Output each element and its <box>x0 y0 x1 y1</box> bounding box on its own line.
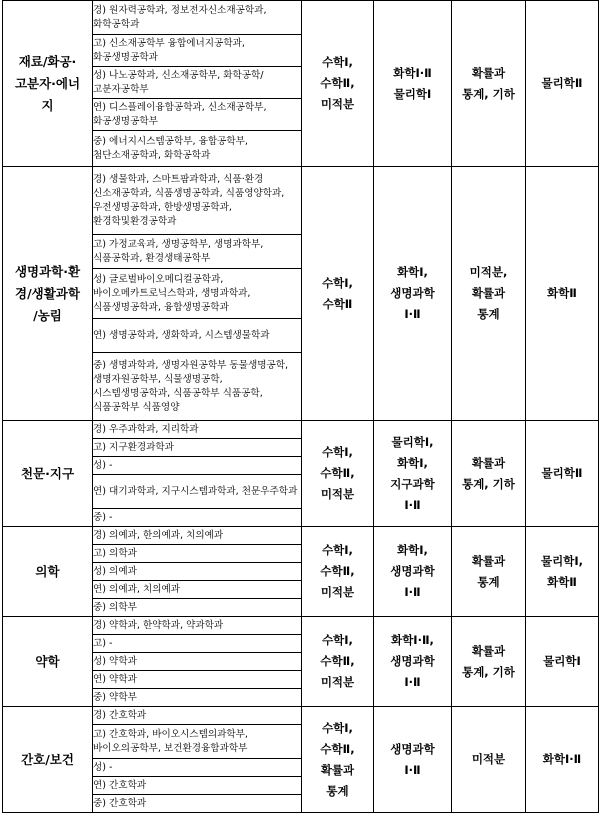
department-list-cell: 중) 에너지시스템공학부, 융합공학부, 첨단소재공학과, 화학공학과 <box>93 131 302 167</box>
department-list-cell: 고) 지구환경과학과 <box>93 439 302 457</box>
table-row <box>3 527 599 545</box>
department-list-cell: 경) 원자력공학과, 정보전자신소재공학과, 화학공학과 <box>93 1 302 35</box>
science-subjects-line: 생명과학 <box>390 286 435 300</box>
science-subjects-cell <box>374 527 452 617</box>
extra-math-subjects-cell <box>452 527 526 617</box>
extra-math-subjects-line: 통계 <box>477 574 500 589</box>
field-name-cell <box>3 617 93 707</box>
department-list-cell: 성) - <box>93 457 302 475</box>
field-name-cell <box>3 1 93 167</box>
department-list-cell: 연) 간호학과 <box>93 777 302 795</box>
department-list-cell: 경) 생물학과, 스마트팜과학과, 식품·환경 신소재공학과, 식품생명공학과, 식품영양학과, 우전생명공학과, 한방생명공학과, 환경학및환경공학과 <box>93 167 302 235</box>
math-subjects-line: 수학Ⅰ, <box>322 633 353 647</box>
extra-science-subjects-cell <box>526 1 599 167</box>
extra-science-subjects-cell <box>526 167 599 421</box>
field-name-line: 지 <box>41 97 54 113</box>
science-subjects-line: 물리학Ⅰ, <box>391 434 434 449</box>
department-list-cell: 고) 간호학과, 바이오시스템의과학부, 바이오의공학부, 보건환경융합과학부 <box>93 725 302 759</box>
extra-math-subjects-line: 통계, 기하 <box>462 476 515 491</box>
extra-math-subjects-cell <box>452 707 526 813</box>
science-subjects-cell <box>374 617 452 707</box>
field-name-line: 천문·지구 <box>20 465 75 481</box>
table-row <box>3 617 599 635</box>
math-subjects-line: 수학Ⅰ, <box>322 543 353 557</box>
science-subjects-line: 화학Ⅰ, <box>397 455 428 470</box>
extra-science-subjects-line: 물리학Ⅱ <box>541 76 583 90</box>
extra-science-subjects-line: 물리학Ⅱ <box>541 466 583 480</box>
department-list-cell: 성) 의예과 <box>93 563 302 581</box>
department-list-cell: 연) 생명공학과, 생화학과, 시스템생물학과 <box>93 319 302 353</box>
science-subjects-line: Ⅰ·Ⅱ <box>404 675 421 689</box>
department-list-cell: 중) - <box>93 509 302 527</box>
math-subjects-cell <box>302 167 374 421</box>
math-subjects-line: 수학Ⅱ, <box>320 654 355 668</box>
table-body <box>3 1 599 813</box>
science-subjects-line: 물리학Ⅰ <box>393 86 432 101</box>
extra-math-subjects-line: 확률과 <box>471 643 506 658</box>
math-subjects-line: 수학Ⅰ, <box>322 55 353 69</box>
extra-math-subjects-cell <box>452 1 526 167</box>
math-subjects-line: 수학Ⅱ, <box>320 564 355 578</box>
science-subjects-cell <box>374 167 452 421</box>
field-name-line: /농림 <box>33 307 62 323</box>
department-list-cell: 연) 디스플레이융합공학과, 신소재공학부, 화공생명공학부 <box>93 99 302 131</box>
field-name-line: 재료/화공· <box>18 53 77 69</box>
field-name-cell <box>3 527 93 617</box>
field-name-line: 의학 <box>35 563 60 579</box>
department-list-cell: 중) 간호학과 <box>93 795 302 813</box>
extra-math-subjects-line: 확률과 <box>471 286 506 300</box>
math-subjects-line: 미적분 <box>320 675 355 689</box>
extra-math-subjects-line: 통계, 기하 <box>462 664 515 679</box>
department-list-cell: 중) 약학부 <box>93 689 302 707</box>
extra-math-subjects-cell <box>452 421 526 527</box>
department-list-cell: 경) 약학과, 한약학과, 약과학과 <box>93 617 302 635</box>
department-list-cell: 경) 우주과학과, 지리학과 <box>93 421 302 439</box>
extra-science-subjects-line: 화학Ⅱ <box>547 286 577 300</box>
math-subjects-line: 수학Ⅱ, <box>320 741 355 756</box>
extra-science-subjects-cell <box>526 421 599 527</box>
department-list-cell: 성) - <box>93 759 302 777</box>
department-list-cell: 경) 간호학과 <box>93 707 302 725</box>
field-name-line: 간호/보건 <box>21 751 74 767</box>
math-subjects-line: 수학Ⅰ, <box>322 720 353 735</box>
department-list-cell: 중) 의학부 <box>93 599 302 617</box>
extra-math-subjects-line: 확률과 <box>471 65 506 80</box>
science-subjects-line: 화학Ⅰ, <box>397 543 428 557</box>
math-subjects-line: 수학Ⅱ <box>322 296 353 311</box>
science-subjects-line: Ⅰ·Ⅱ <box>404 307 421 321</box>
table-row <box>3 707 599 725</box>
extra-math-subjects-cell <box>452 167 526 421</box>
science-subjects-cell <box>374 1 452 167</box>
curriculum-table <box>2 0 599 813</box>
science-subjects-line: Ⅰ·Ⅱ <box>404 497 421 512</box>
extra-science-subjects-line: 물리학Ⅰ, <box>541 553 583 568</box>
science-subjects-line: 화학Ⅰ·Ⅱ <box>393 65 432 80</box>
extra-science-subjects-cell <box>526 617 599 707</box>
extra-science-subjects-line: 화학Ⅱ <box>547 574 577 589</box>
math-subjects-line: 통계 <box>326 783 349 798</box>
math-subjects-line: 수학Ⅱ, <box>320 466 355 480</box>
math-subjects-line: 수학Ⅰ, <box>322 445 353 459</box>
extra-math-subjects-line: 확률과 <box>471 455 506 470</box>
table-row <box>3 167 599 235</box>
science-subjects-line: 지구과학 <box>390 476 435 491</box>
field-name-line: 고분자·에너 <box>14 75 81 91</box>
department-list-cell: 고) 신소재공학부 융합에너지공학과, 화공생명공학과 <box>93 35 302 67</box>
science-subjects-line: 생명과학 <box>390 741 435 756</box>
science-subjects-line: 화학Ⅰ, <box>397 265 428 279</box>
math-subjects-cell <box>302 707 374 813</box>
extra-math-subjects-line: 미적분, <box>469 265 508 279</box>
department-list-cell: 연) 대기과학과, 지구시스템과학과, 천문우주학과 <box>93 475 302 509</box>
department-list-cell: 고) 가정교육과, 생명공학부, 생명과학부, 식품공학과, 환경생태공학부 <box>93 235 302 269</box>
field-name-cell <box>3 167 93 421</box>
department-list-cell: 경) 의예과, 한의예과, 치의예과 <box>93 527 302 545</box>
extra-science-subjects-line: 화학Ⅰ·Ⅱ <box>542 752 582 766</box>
table-row <box>3 1 599 35</box>
department-list-cell: 연) 약학과 <box>93 671 302 689</box>
math-subjects-cell <box>302 527 374 617</box>
extra-math-subjects-line: 통계 <box>477 307 500 321</box>
department-list-cell: 고) - <box>93 635 302 653</box>
extra-science-subjects-cell <box>526 527 599 617</box>
math-subjects-line: 미적분 <box>320 97 355 111</box>
extra-math-subjects-cell <box>452 617 526 707</box>
extra-math-subjects-line: 통계, 기하 <box>462 86 515 101</box>
department-list-cell: 성) 약학과 <box>93 653 302 671</box>
science-subjects-line: Ⅰ·Ⅱ <box>404 762 421 777</box>
math-subjects-line: 미적분 <box>320 585 355 599</box>
math-subjects-cell <box>302 617 374 707</box>
math-subjects-line: 확률과 <box>320 762 355 777</box>
math-subjects-cell <box>302 1 374 167</box>
department-list-cell: 고) 의학과 <box>93 545 302 563</box>
extra-science-subjects-cell <box>526 707 599 813</box>
science-subjects-line: Ⅰ·Ⅱ <box>404 585 421 599</box>
math-subjects-line: 수학Ⅰ, <box>322 275 353 290</box>
department-list-cell: 연) 의예과, 치의예과 <box>93 581 302 599</box>
extra-math-subjects-line: 확률과 <box>471 553 506 568</box>
science-subjects-line: 화학Ⅰ·Ⅱ, <box>391 633 434 647</box>
science-subjects-cell <box>374 707 452 813</box>
table-row <box>3 421 599 439</box>
field-name-line: 경/생활과학 <box>15 285 80 301</box>
department-list-cell: 중) 생명과학과, 생명자원공학부 동물생명공학, 생명자원공학부, 식물생명공학, 시스템생명공학과, 식품공학부 식품공학, 식품공학부 식품영양 <box>93 353 302 421</box>
field-name-cell <box>3 421 93 527</box>
science-subjects-line: 생명과학 <box>390 654 435 668</box>
math-subjects-line: 미적분 <box>320 487 355 501</box>
department-list-cell: 성) 나노공학과, 신소재공학부, 화학공학/고분자공학부 <box>93 67 302 99</box>
department-list-cell: 성) 글로벌바이오메디컬공학과, 바이오메카트로닉스학과, 생명과학과, 식품생명공학과, 융합생명공학과 <box>93 269 302 319</box>
math-subjects-line: 수학Ⅱ, <box>320 76 355 90</box>
extra-science-subjects-line: 물리학Ⅰ <box>543 654 581 668</box>
extra-math-subjects-line: 미적분 <box>471 752 506 766</box>
field-name-line: 생명과학·환 <box>14 263 81 279</box>
science-subjects-line: 생명과학 <box>390 564 435 578</box>
math-subjects-cell <box>302 421 374 527</box>
field-name-cell <box>3 707 93 813</box>
science-subjects-cell <box>374 421 452 527</box>
field-name-line: 약학 <box>35 653 60 669</box>
